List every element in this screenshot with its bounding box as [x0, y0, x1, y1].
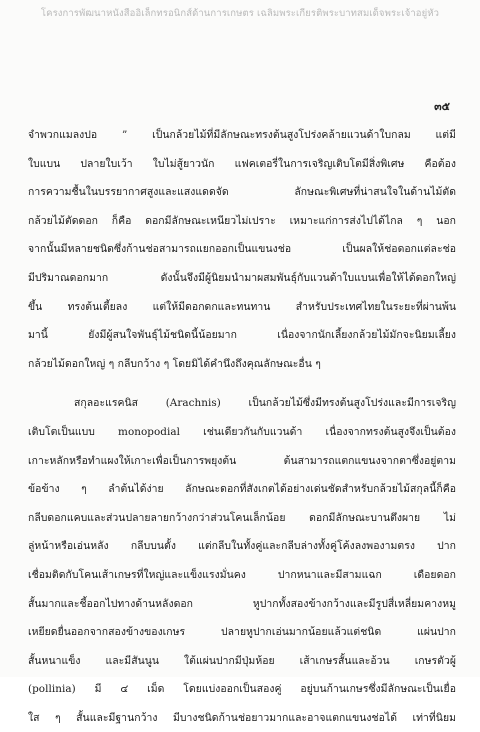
paragraph-arachnis: [28, 389, 456, 732]
text-line: กล้วยไม้ตัดดอก ก็คือ ดอกมีลักษณะเหนียวไม่เปราะ เหมาะแก่การส่งไปได้ไกล ๆ นอก: [28, 214, 456, 227]
text-line: เหยียดยื่นออกจากสองข้างของเกษร ปลายหูปากเอ่นมากน้อยแล้วแต่ชนิด แผ่นปาก: [28, 626, 456, 639]
text-line: การความชื้นในบรรยากาศสูงและแสงแดดจัด ลักษณะพิเศษที่น่าสนใจในด้านไม้ตัด: [28, 186, 456, 199]
text-line: เติบโตเป็นแบบ monopodial เช่นเดียวกันกับแวนด้า เนื่องจากทรงต้นสูงจึงเป็นต้อง: [28, 425, 456, 438]
body-text: [28, 121, 456, 732]
text-line: กล้วยไม้ดอกใหญ่ ๆ กลีบกว้าง ๆ โดยมิได้คำนึงถึงคุณลักษณะอื่น ๆ: [28, 357, 321, 370]
text-line: (pollinia) มี ๔ เม็ด โดยแบ่งออกเป็นสองคู่ อยู่บนก้านเกษรซึ่งมีลักษณะเป็นเยื่อ: [28, 683, 456, 696]
text-line: ใส ๆ สั้นและมีฐานกว้าง มีบางชนิดก้านช่อยาวมากและอาจแตกแขนงช่อได้ เท่าที่นิยม: [28, 711, 456, 724]
text-line: มานี้ ยังมีผู้สนใจพันธุ์ไม้ชนิดนี้น้อยมาก เนื่องจากนักเลี้ยงกล้วยไม้มักจะนิยมเลี้ยง: [28, 329, 456, 342]
text-line: ขึ้น ทรงต้นเตี้ยลง แต่ให้มีดอกดกและทนทาน สำหรับประเทศไทยในระยะที่ผ่านพ้น: [28, 300, 456, 313]
text-line: มีปริมาณดอกมาก ดังนั้นจึงมีผู้นิยมนำมาผสมพันธุ์กับแวนด้าใบแบนเพื่อให้ได้ดอกใหญ่: [28, 271, 456, 284]
text-line: สั้นมากและชี้ออกไปทางด้านหลังดอก หูปากทั้งสองข้างกว้างและมีรูปสี่เหลี่ยมคางหมู: [28, 597, 456, 610]
header-watermark: โครงการพัฒนาหนังสืออิเล็กทรอนิกส์ด้านการเกษตร เฉลิมพระเกียรติพระบาทสมเด็จพระเจ้าอยู่หัว: [40, 8, 440, 19]
text-line: เชื่อมติดกับโคนเส้าเกษรที่ใหญ่และแข็งแรงมั่นคง ปากหนาและมีสามแฉก เดือยดอก: [28, 568, 456, 581]
page-number: ๓๕: [434, 100, 450, 113]
text-line: กลีบดอกแคบและส่วนปลายลายกว้างกว่าส่วนโคนเล็กน้อย ดอกมีลักษณะบานตึงผาย ไม่: [28, 511, 456, 524]
paragraph-gap: [28, 378, 456, 389]
text-line: ข้อข้าง ๆ ลำต้นได้ง่าย ลักษณะดอกที่สังเกตได้อย่างเด่นชัดสำหรับกล้วยไม้สกุลนี้ก็คือ: [28, 483, 456, 496]
text-line: สั้นหนาแข็ง และมีสันนูน ใต้แผ่นปากมีปุ่มห้อย เส้าเกษรสั้นและอ้วน เกษรตัวผู้: [28, 654, 456, 667]
text-line: ใบแบน ปลายใบเว้า ใบไม่สู้ยาวนัก แฟคเตอรี่ในการเจริญเติบโตมีสิ่งพิเศษ คือต้อง: [28, 157, 456, 170]
paragraph-intro: [28, 121, 456, 378]
text-line: เกาะหลักหรือทำแผงให้เกาะเพื่อเป็นการพยุงต้น ต้นสามารถแตกแขนงจากตาซึ่งอยู่ตาม: [28, 454, 456, 467]
text-line: จำพวกแมลงปอ ” เป็นกล้วยไม้ที่มีลักษณะทรงต้นสูงโปร่งคล้ายแวนด้าใบกลม แต่มี: [28, 129, 456, 141]
text-line: จากนั้นมีหลายชนิดซึ่งก้านช่อสามารถแยกออกเป็นแขนงช่อ เป็นผลให้ช่อดอกแต่ละช่อ: [28, 243, 456, 256]
text-line: สกุลอะแรคนิส (Arachnis) เป็นกล้วยไม้ซึ่งมีทรงต้นสูงโปร่งและมีการเจริญ: [74, 397, 456, 410]
text-line: ลู่หน้าหรือเอ่นหลัง กลีบบนตั้ง แต่กลีบในทั้งคู่และกลีบล่างทั้งคู่โค้งลงพองามตรง ปาก: [28, 540, 456, 553]
